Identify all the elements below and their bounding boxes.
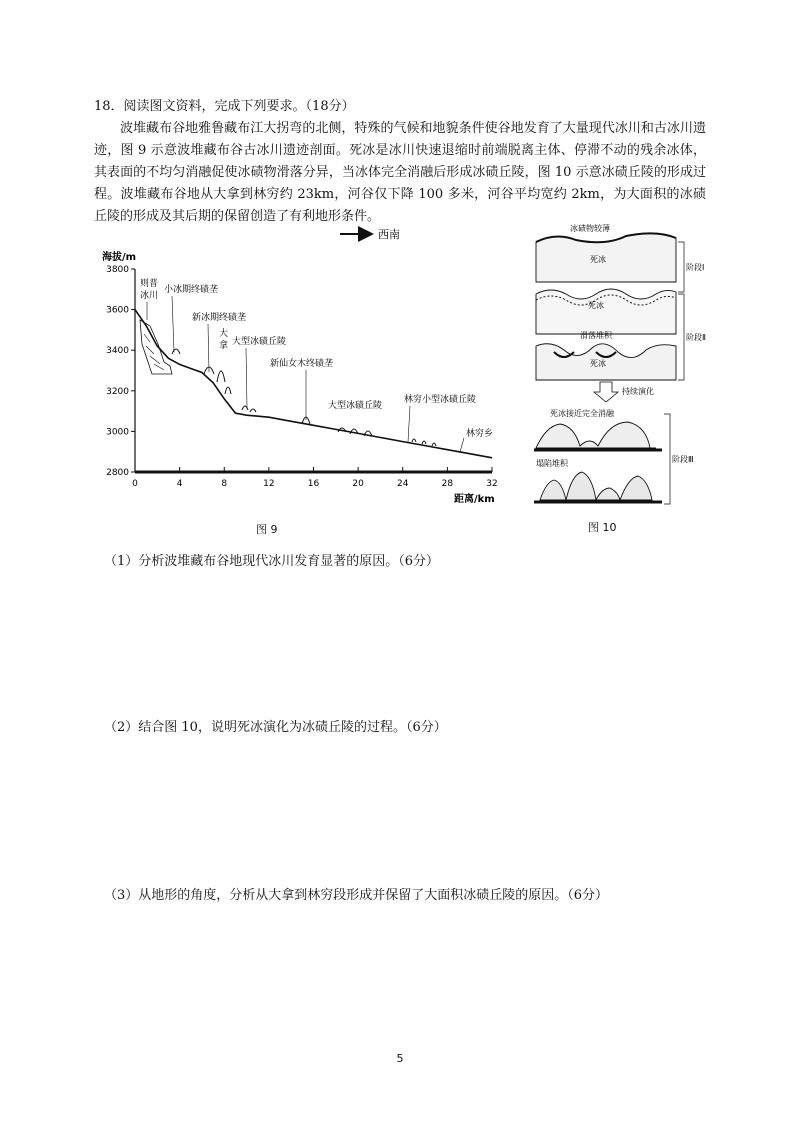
label-large-hills-1: 大型冰碛丘陵 [232,337,287,347]
subquestion-1: （1）分析波堆藏布谷地现代冰川发育显著的原因。（6分） [104,554,440,569]
x-tick-label: 28 [441,479,454,489]
subquestion-3: （3）从地形的角度，分析从大拿到林穷段形成并保留了大面积冰碛丘陵的原因。（6分） [104,888,609,903]
label-dana: 大拿 [219,329,229,351]
figure-9-caption: 图 9 [256,523,278,536]
label-xianxian: 新仙女木终碛垄 [270,359,334,369]
subquestion-2: （2）结合图 10，说明死冰演化为冰碛丘陵的过程。（6分） [104,720,447,735]
glacier-body [140,320,172,374]
y-tick-label: 3800 [106,265,129,275]
question-paragraph: 波堆藏布谷地雅鲁藏布江大拐弯的北侧，特殊的气候和地貌条件使谷地发育了大量现代冰川和古冰川遗迹，图 9 示意波堆藏布谷古冰川遗迹剖面。死冰是冰川快速退缩时前端脱离主体、停滞不动的残余冰体，其表面的不均匀消融促使冰碛物滑落分异，当冰体完全消融后形成冰碛丘陵，图 10 示意冰碛丘陵的形成过程。波堆藏布谷地从大拿到林穷约 23km，河谷仅下降 100 多米，河谷平均宽约 2km，为大面积的冰碛丘陵的形成及其后期的保留创造了有利地形条件。 [94,121,706,224]
label-dead-ice-1: 死冰 [590,255,606,264]
label-lingqiong-township: 林穷乡 [466,429,494,439]
x-tick-label: 0 [132,479,138,489]
figure-10-caption: 图 10 [588,521,617,534]
y-tick-label: 2800 [106,468,129,478]
y-tick-label: 3200 [106,386,129,397]
label-moraine-cover: 冰碛物较薄 [570,224,610,233]
y-tick-label: 3400 [106,346,129,357]
label-large-hills-2: 大型冰碛丘陵 [328,401,383,411]
label-dead-ice-3: 死冰 [590,359,606,368]
label-stage-2: 阶段Ⅱ [686,333,706,342]
label-slide-deposit: 滑落堆积 [580,331,612,340]
label-melted: 死冰接近完全消融 [550,409,614,418]
x-axis-title: 距离/km [454,494,495,505]
label-zepu-glacier: 则普冰川 [140,279,159,301]
label-little-ice-age: 小冰期终碛垄 [164,285,219,295]
label-stage-3: 阶段Ⅲ [672,455,694,464]
x-tick-label: 16 [307,479,320,489]
y-axis-title: 海拔/m [102,252,137,263]
figure-9-profile [92,224,512,514]
valley-profile-line [135,310,492,458]
x-tick-label: 32 [486,479,498,489]
x-tick-label: 4 [176,479,183,489]
label-stage-1: 阶段Ⅰ [686,263,705,272]
label-evolve: 持续演化 [622,387,654,396]
x-tick-label: 12 [263,479,275,489]
y-tick-label: 3600 [106,305,129,316]
label-neoglacial: 新冰期终碛垄 [192,313,247,323]
y-tick-label: 3000 [106,427,129,438]
label-lingqiong-small: 林穷小型冰碛丘陵 [404,395,477,405]
x-tick-label: 8 [221,479,228,489]
label-collapse: 塌陷堆积 [536,459,568,468]
direction-label: 西南 [378,228,400,241]
question-header: 18．阅读图文资料，完成下列要求。（18分） [94,99,355,114]
x-tick-label: 20 [352,479,364,489]
label-dead-ice-2: 死冰 [588,301,604,310]
figure-10-process [526,222,716,512]
x-tick-label: 24 [397,479,409,489]
page-number: 5 [396,1052,404,1065]
